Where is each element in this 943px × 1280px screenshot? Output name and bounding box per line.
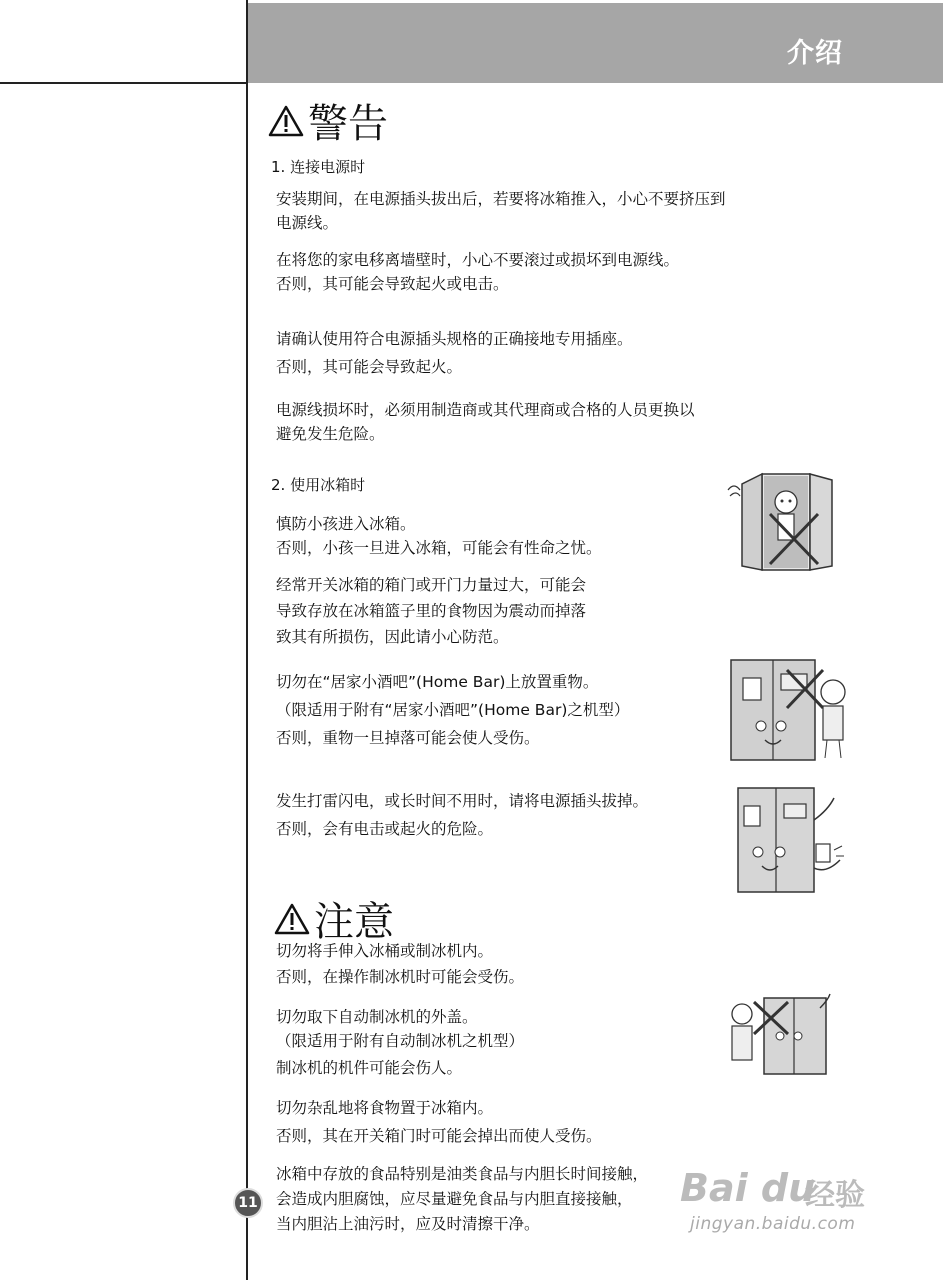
caution-paragraph-1: 切勿将手伸入冰桶或制冰机内。 否则，在操作制冰机时可能会受伤。 [276, 942, 525, 986]
page-number: 11 [233, 1188, 263, 1218]
section-1-title: 1. 连接电源时 [271, 158, 366, 176]
warning-heading [268, 92, 388, 149]
margin-horizontal-rule [0, 82, 246, 84]
watermark-logo: Bai du [680, 1166, 816, 1210]
s1-paragraph-2: 在将您的家电移离墙壁时，小心不要滚过或损坏到电源线。 否则，其可能会导致起火或电击。 [276, 251, 680, 293]
s1-paragraph-3: 请确认使用符合电源插头规格的正确接地专用插座。 否则，其可能会导致起火。 [276, 330, 633, 376]
warning-triangle-icon [268, 104, 304, 138]
home-bar-illustration [725, 652, 855, 764]
caution-paragraph-4: 冰箱中存放的食品特别是油类食品与内胆长时间接触， 会造成内胆腐蚀，应尽量避免食品与内胆直接接触， 当内胆沾上油污时，应及时清擦干净。 [276, 1165, 649, 1233]
caution-triangle-icon [274, 902, 310, 936]
caution-title: 注意 [314, 899, 394, 945]
s2-paragraph-4: 发生打雷闪电，或长时间不用时，请将电源插头拔掉。 否则，会有电击或起火的危险。 [276, 792, 649, 838]
margin-vertical-rule [246, 0, 248, 1280]
watermark-cn: 经验 [805, 1178, 865, 1213]
watermark-url: jingyan.baidu.com [690, 1214, 856, 1234]
s2-paragraph-2: 经常开关冰箱的箱门或开门力量过大，可能会 导致存放在冰箱篮子里的食物因为震动而掉落 致其有所损伤，因此请小心防范。 [276, 576, 587, 646]
s2-paragraph-1: 慎防小孩进入冰箱。 否则，小孩一旦进入冰箱，可能会有性命之忧。 [276, 515, 602, 557]
warning-title: 警告 [308, 101, 388, 147]
child-in-fridge-illustration [722, 466, 852, 576]
section-2-title: 2. 使用冰箱时 [271, 476, 366, 494]
caution-paragraph-2: 切勿取下自动制冰机的外盖。 （限适用于附有自动制冰机之机型） 制冰机的机件可能会伤人。 [276, 1008, 525, 1077]
unplug-illustration [722, 780, 857, 895]
s1-paragraph-4: 电源线损坏时，必须用制造商或其代理商或合格的人员更换以 避免发生危险。 [276, 401, 695, 443]
s2-paragraph-3: 切勿在“居家小酒吧”(Home Bar)上放置重物。 （限适用于附有“居家小酒吧”(Home Bar)之机型） 否则，重物一旦掉落可能会使人受伤。 [276, 673, 630, 747]
chapter-header [248, 3, 943, 83]
s1-paragraph-1: 安装期间，在电源插头拔出后，若要将冰箱推入，小心不要挤压到 电源线。 [276, 190, 726, 232]
ice-maker-cover-illustration [724, 990, 834, 1078]
caution-paragraph-3: 切勿杂乱地将食物置于冰箱内。 否则，其在开关箱门时可能会掉出而使人受伤。 [276, 1099, 602, 1145]
chapter-title: 介绍 [787, 38, 843, 69]
